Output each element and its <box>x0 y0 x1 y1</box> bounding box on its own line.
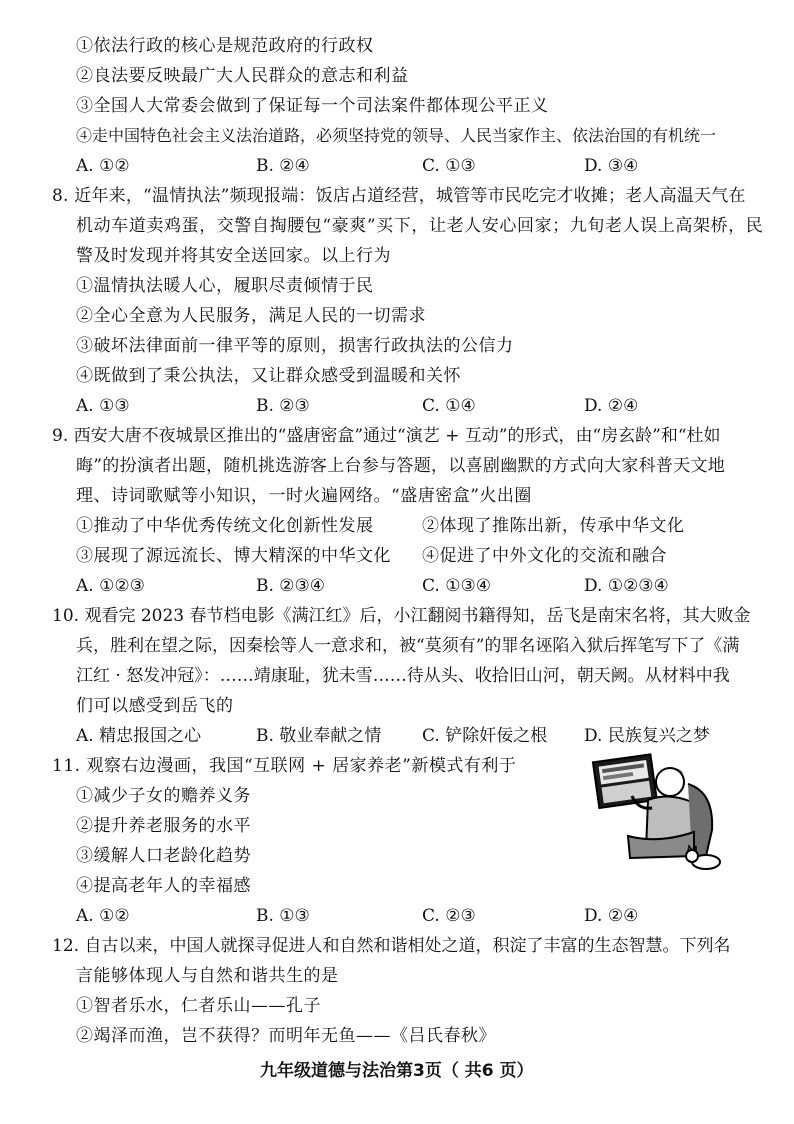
q11-option-c: C. ②③ <box>422 906 476 926</box>
q12-item-1: ①智者乐水，仁者乐山——孔子 <box>76 996 321 1016</box>
q8-option-c: C. ①④ <box>422 396 476 416</box>
q7-item-2: ②良法要反映最广大人民群众的意志和利益 <box>76 66 409 86</box>
q7-item-3: ③全国人大常委会做到了保证每一个司法案件都体现公平正义 <box>76 96 549 116</box>
q10-stem-1: 10. 观看完 2023 春节档电影《满江红》后，小江翻阅书籍得知，岳飞是南宋名将，其大败金 <box>52 606 751 626</box>
q11-item-1: ①减少子女的赡养义务 <box>76 786 251 806</box>
q10-stem-2: 兵，胜利在望之际，因秦桧等人一意求和，被“莫须有”的罪名诬陷入狱后挥笔写下了《满 <box>76 636 740 656</box>
q10-option-a: A. 精忠报国之心 <box>76 726 202 746</box>
q8-stem-2: 机动车道卖鸡蛋，交警自掏腰包“豪爽”买下，让老人安心回家；九旬老人误上高架桥，民 <box>76 216 764 236</box>
q7-option-a: A. ①② <box>76 156 130 176</box>
q7-item-1: ①依法行政的核心是规范政府的行政权 <box>76 36 374 56</box>
q7-option-d: D. ③④ <box>584 156 639 176</box>
q10-option-b: B. 敬业奉献之情 <box>256 726 382 746</box>
q10-stem-4: 们可以感受到岳飞的 <box>76 696 234 716</box>
q7-option-c: C. ①③ <box>422 156 476 176</box>
q8-option-a: A. ①③ <box>76 396 130 416</box>
q11-stem: 11. 观察右边漫画，我国“互联网 + 居家养老”新模式有利于 <box>52 756 517 776</box>
q8-option-b: B. ②③ <box>256 396 310 416</box>
q8-stem-3: 警及时发现并将其安全送回家。以上行为 <box>76 246 391 266</box>
q12-item-2: ②竭泽而渔，岂不获得？而明年无鱼——《吕氏春秋》 <box>76 1026 496 1046</box>
q9-item-2: ②体现了推陈出新，传承中华文化 <box>422 516 685 536</box>
q9-option-d: D. ①②③④ <box>584 576 669 596</box>
q10-option-c: C. 铲除奸佞之根 <box>422 726 548 746</box>
q11-item-4: ④提高老年人的幸福感 <box>76 876 251 896</box>
q10-stem-3: 江红 · 怒发冲冠》：……靖康耻，犹未雪……待从头、收拾旧山河，朝天阙。从材料中我 <box>76 666 730 686</box>
q10-option-d: D. 民族复兴之梦 <box>584 726 710 746</box>
q11-item-3: ③缓解人口老龄化趋势 <box>76 846 251 866</box>
q9-option-c: C. ①③④ <box>422 576 491 596</box>
q9-option-b: B. ②③④ <box>256 576 326 596</box>
q8-option-d: D. ②④ <box>584 396 639 416</box>
q9-stem-2: 晦”的扮演者出题，随机挑选游客上台参与答题，以喜剧幽默的方式向大家科普天文地 <box>76 456 726 476</box>
q8-stem-1: 8. 近年来，“温情执法”频现报端：饭店占道经营，城管等市民吃完才收摊；老人高温天气在 <box>52 186 746 206</box>
q9-item-1: ①推动了中华优秀传统文化创新性发展 <box>76 516 374 536</box>
q9-stem-3: 理、诗词歌赋等小知识，一时火遍网络。“盛唐密盒”火出圈 <box>76 486 532 506</box>
q11-item-2: ②提升养老服务的水平 <box>76 816 251 836</box>
q9-option-a: A. ①②③ <box>76 576 145 596</box>
q8-item-4: ④既做到了秉公执法，又让群众感受到温暖和关怀 <box>76 366 461 386</box>
q9-item-4: ④促进了中外文化的交流和融合 <box>422 546 667 566</box>
q11-option-b: B. ①③ <box>256 906 310 926</box>
elderly-care-cartoon <box>588 752 730 872</box>
q8-item-2: ②全心全意为人民服务，满足人民的一切需求 <box>76 306 426 326</box>
page-footer: 九年级道德与法治第3页（ 共6 页） <box>260 1061 534 1081</box>
q9-stem-1: 9. 西安大唐不夜城景区推出的“盛唐密盒”通过“演艺 + 互动”的形式，由“房玄龄”和“杜如 <box>52 426 721 446</box>
q11-option-a: A. ①② <box>76 906 130 926</box>
q8-item-1: ①温情执法暖人心，履职尽责倾情于民 <box>76 276 374 296</box>
q11-option-d: D. ②④ <box>584 906 639 926</box>
q8-item-3: ③破坏法律面前一律平等的原则，损害行政执法的公信力 <box>76 336 514 356</box>
q12-stem-1: 12. 自古以来，中国人就探寻促进人和自然和谐相处之道，积淀了丰富的生态智慧。下列名 <box>52 936 731 956</box>
q9-item-3: ③展现了源远流长、博大精深的中华文化 <box>76 546 391 566</box>
q7-option-b: B. ②④ <box>256 156 310 176</box>
q12-stem-2: 言能够体现人与自然和谐共生的是 <box>76 966 339 986</box>
q7-item-4: ④走中国特色社会主义法治道路，必须坚持党的领导、人民当家作主、依法治国的有机统一 <box>76 126 717 145</box>
